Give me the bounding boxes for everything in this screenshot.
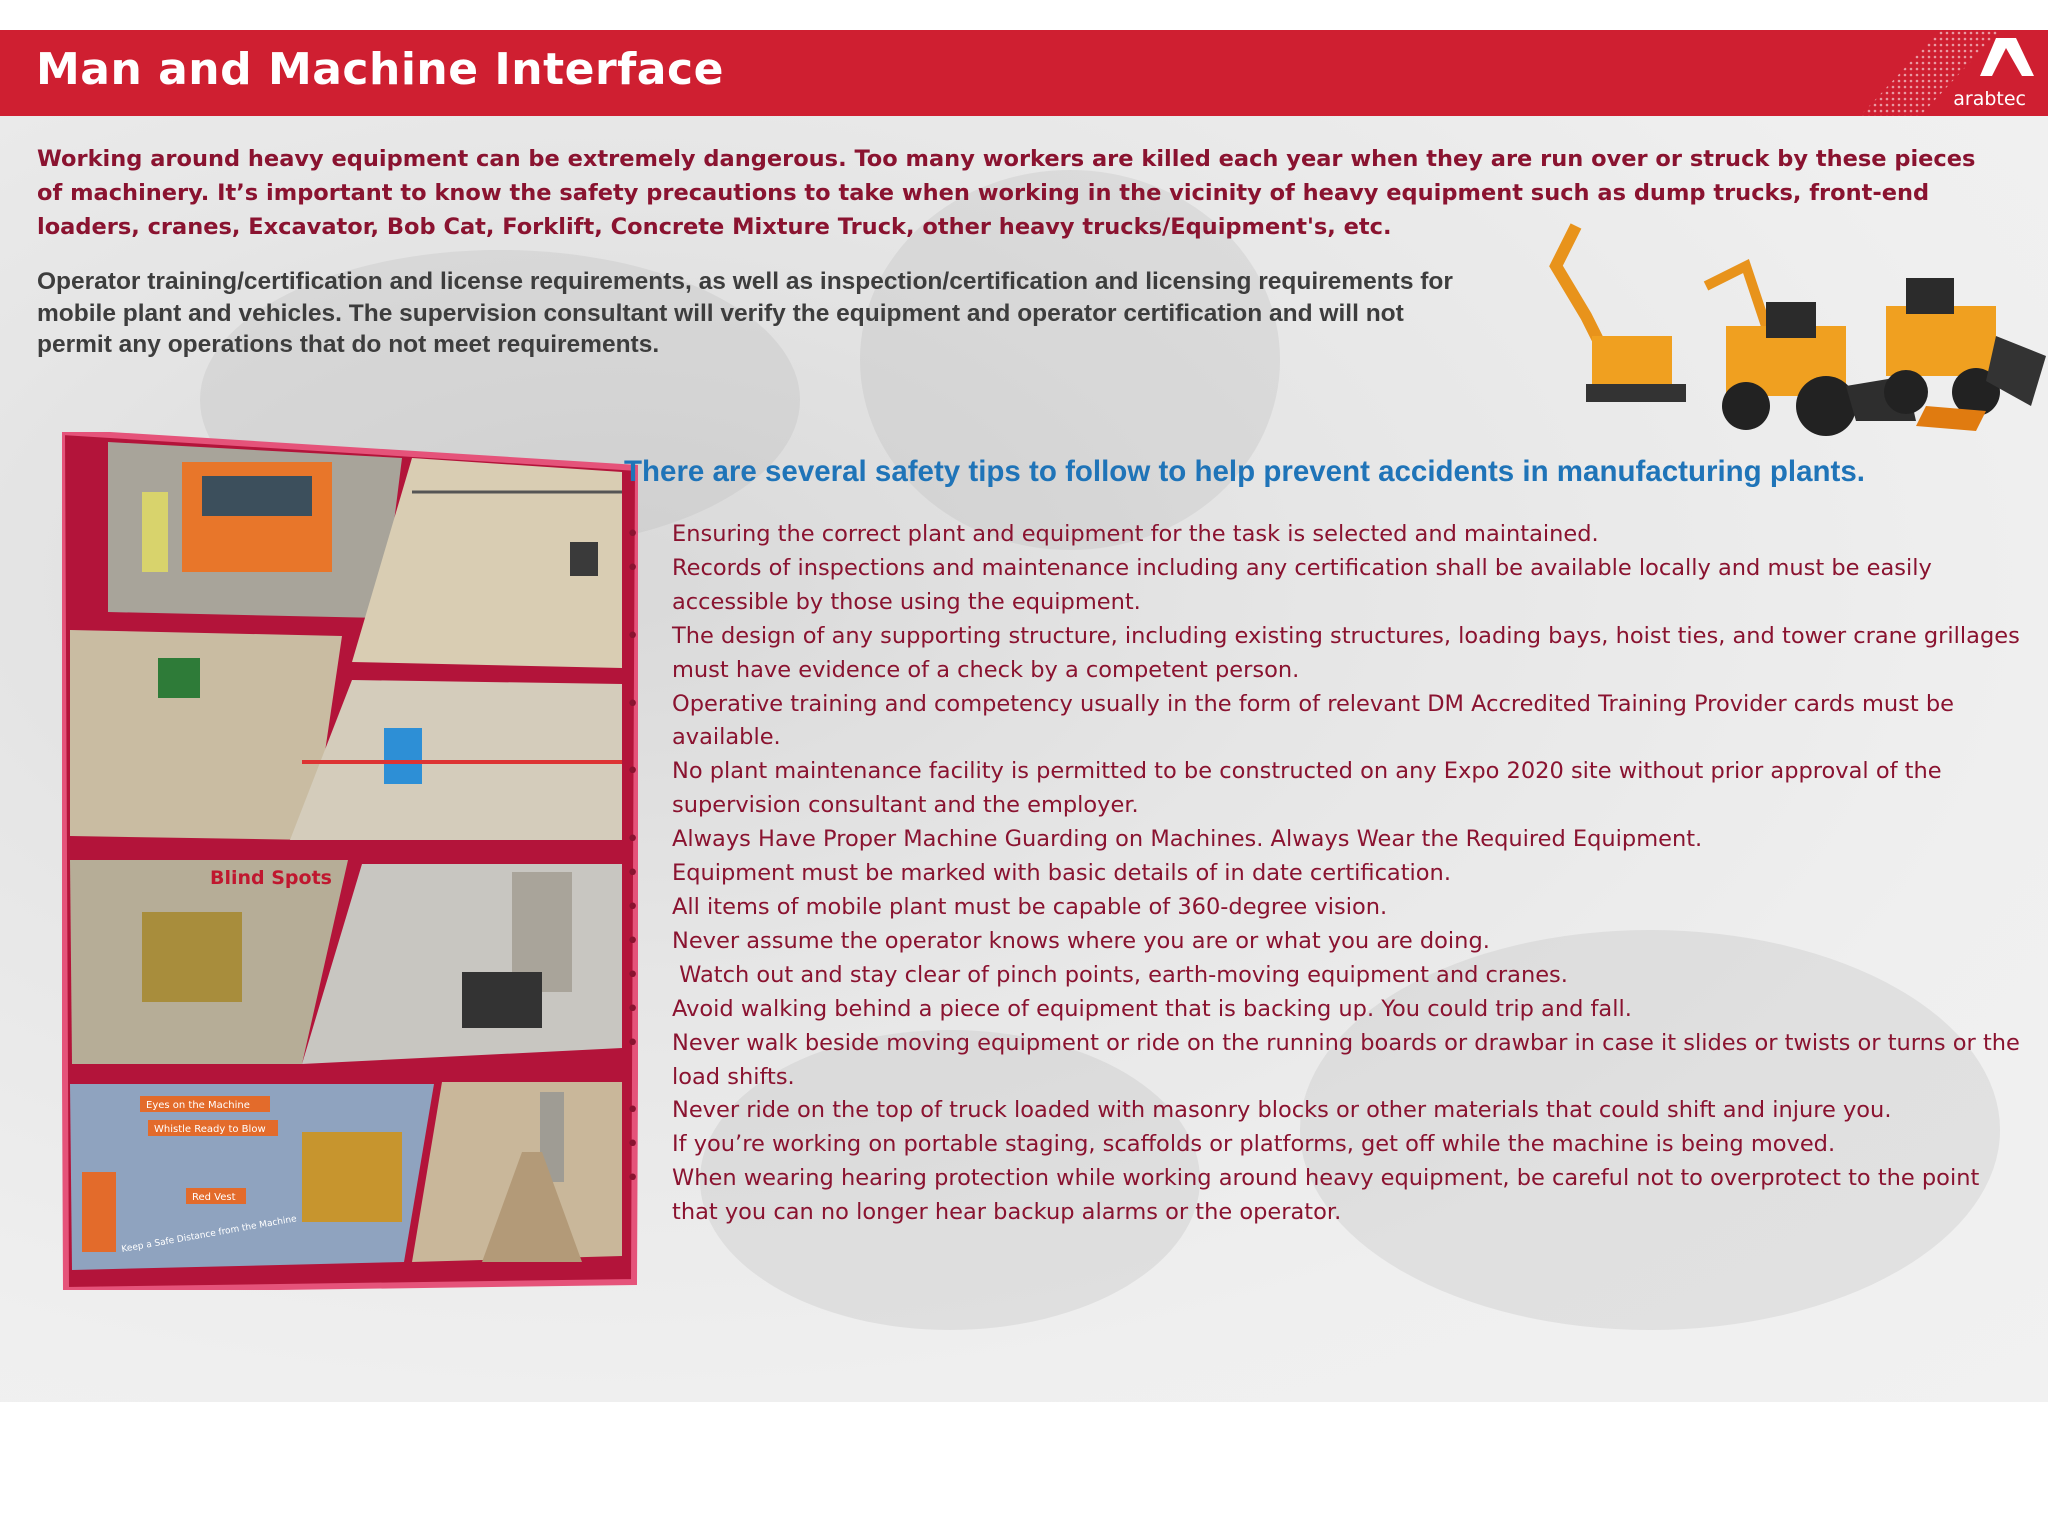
list-item: • Never assume the operator knows where you are or what you are doing.: [626, 925, 2026, 959]
callout-whistle-ready: Whistle Ready to Blow: [154, 1124, 266, 1135]
bullet-icon: •: [626, 1097, 640, 1124]
callout-eyes-on-machine: Eyes on the Machine: [146, 1100, 250, 1111]
callout-safe-distance: Keep a Safe Distance from the Machine: [120, 1214, 298, 1255]
photo-signage: [70, 630, 342, 840]
tips-heading: There are several safety tips to follow to help prevent accidents in manufacturing plants.: [624, 455, 1865, 488]
list-item: • The design of any supporting structure, including existing structures, loading bays, hoist ties, and tower crane grillages must have evidence of a check by a competent person.: [626, 620, 2026, 688]
list-item: • All items of mobile plant must be capable of 360-degree vision.: [626, 891, 2026, 925]
bullet-icon: •: [626, 622, 640, 649]
bullet-icon: •: [626, 758, 640, 785]
list-item: • Ensuring the correct plant and equipment for the task is selected and maintained.: [626, 518, 2026, 552]
bullet-icon: •: [626, 1165, 640, 1192]
list-item: • Watch out and stay clear of pinch points, earth-moving equipment and cranes.: [626, 959, 2026, 993]
list-item: • Operative training and competency usually in the form of relevant DM Accredited Training Provider cards must be available.: [626, 688, 2026, 756]
list-item: • Records of inspections and maintenance including any certification shall be available locally and must be easily accessible by those using the equipment.: [626, 552, 2026, 620]
arabtec-logo: [1800, 30, 2040, 116]
bullet-icon: •: [626, 521, 640, 547]
bullet-icon: •: [626, 927, 640, 954]
bullet-icon: •: [626, 1029, 640, 1056]
list-item: • Never walk beside moving equipment or ride on the running boards or drawbar in case it slides or twists or turns or the load shifts.: [626, 1027, 2026, 1095]
bullet-icon: •: [626, 961, 640, 988]
heavy-machinery-illustration: [1506, 206, 2046, 446]
bullet-icon: •: [626, 826, 640, 853]
bullet-icon: •: [626, 554, 640, 581]
list-item: • Avoid walking behind a piece of equipment that is backing up. You could trip and fall.: [626, 993, 2026, 1027]
list-item: • Equipment must be marked with basic details of in date certification.: [626, 857, 2026, 891]
callout-red-vest: Red Vest: [192, 1192, 236, 1203]
intro-paragraph: Working around heavy equipment can be extremely dangerous. Too many workers are killed each year when they are run over or struck by these pieces of machinery. It’s important to know the safety precautions to take when working in the vicinity of heavy equipment such as dump trucks, front-end loaders, cranes, Excavator, Bob Cat, Forklift, Concrete Mixture Truck, other heavy trucks/Equipment's, etc.: [37, 146, 1976, 240]
operator-paragraph: Operator training/certification and license requirements, as well as inspection/certification and licensing requirements for mobile plant and vehicles. The supervision consultant will verify the equipment and operator certification and will not permit any operations that do not meet requirements.: [37, 268, 1453, 358]
logo-wordmark: arabtec: [1953, 88, 2026, 110]
bullet-icon: •: [626, 860, 640, 887]
bullet-icon: •: [626, 1131, 640, 1158]
list-item: • If you’re working on portable staging, scaffolds or platforms, get off while the machine is being moved.: [626, 1128, 2026, 1162]
safety-photo-collage: [62, 432, 638, 1290]
blind-spots-label: Blind Spots: [210, 867, 332, 889]
list-item: • Never ride on the top of truck loaded with masonry blocks or other materials that could shift and injure you.: [626, 1094, 2026, 1128]
bullet-icon: •: [626, 690, 640, 717]
bullet-icon: •: [626, 893, 640, 920]
safety-tips-list: [626, 518, 2026, 1230]
page-title: Man and Machine Interface: [36, 44, 724, 95]
list-item: • Always Have Proper Machine Guarding on Machines. Always Wear the Required Equipment.: [626, 823, 2026, 857]
bullet-icon: •: [626, 995, 640, 1022]
list-item: • When wearing hearing protection while working around heavy equipment, be careful not to overprotect to the point that you can no longer hear backup alarms or the operator.: [626, 1162, 2026, 1230]
list-item: • No plant maintenance facility is permitted to be constructed on any Expo 2020 site without prior approval of the supervision consultant and the employer.: [626, 755, 2026, 823]
